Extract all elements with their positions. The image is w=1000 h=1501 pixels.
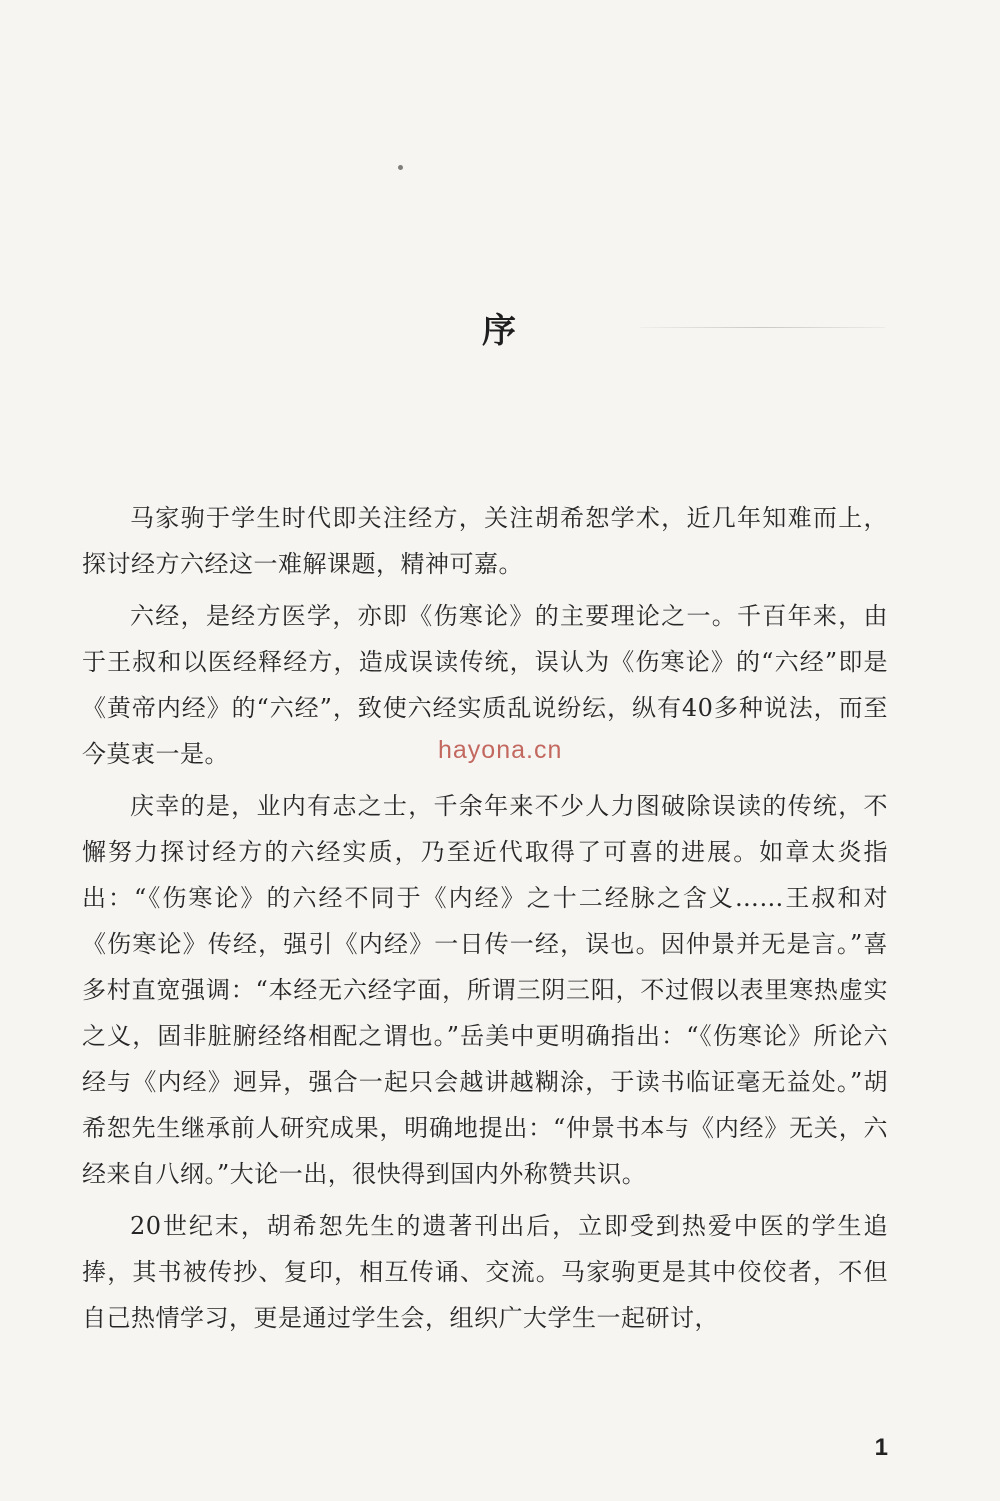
paragraph-3: 庆幸的是，业内有志之士，千余年来不少人力图破除误读的传统，不懈努力探讨经方的六经实质，乃至近代取得了可喜的进展。如章太炎指出：“《伤寒论》的六经不同于《内经》之十二经脉之含义……王叔和对《伤寒论》传经，强引《内经》一日传一经，误也。因仲景并无是言。”喜多村直宽强调：“本经无六经字面，所谓三阴三阳，不过假以表里寒热虚实之义，固非脏腑经络相配之谓也。”岳美中更明确指出：“《伤寒论》所论六经与《内经》迥异，强合一起只会越讲越糊涂，于读书临证毫无益处。”胡希恕先生继承前人研究成果，明确地提出：“仲景书本与《内经》无关，六经来自八纲。”大论一出，很快得到国内外称赞共识。 [82,792,888,1188]
paragraph-4: 20世纪末，胡希恕先生的遗著刊出后，立即受到热爱中医的学生追捧，其书被传抄、复印，相互传诵、交流。马家驹更是其中佼佼者，不但自己热情学习，更是通过学生会，组织广大学生一起研讨， [82,1212,888,1332]
paragraph-1: 马家驹于学生时代即关注经方，关注胡希恕学术，近几年知难而上，探讨经方六经这一难解课题，精神可嘉。 [82,504,888,578]
page-number: 1 [874,1434,888,1461]
paragraph-2: 六经，是经方医学，亦即《伤寒论》的主要理论之一。千百年来，由于王叔和以医经释经方，造成误读传统，误认为《伤寒论》的“六经”即是《黄帝内经》的“六经”，致使六经实质乱说纷纭，纵有40多种说法，而至今莫衷一是。 [82,602,888,768]
page-title: 序 [482,311,518,351]
preface-body [82,495,888,1347]
scan-artifact-line [640,327,885,328]
watermark-text: hayona.cn [438,736,563,764]
decorative-dot [398,165,403,170]
